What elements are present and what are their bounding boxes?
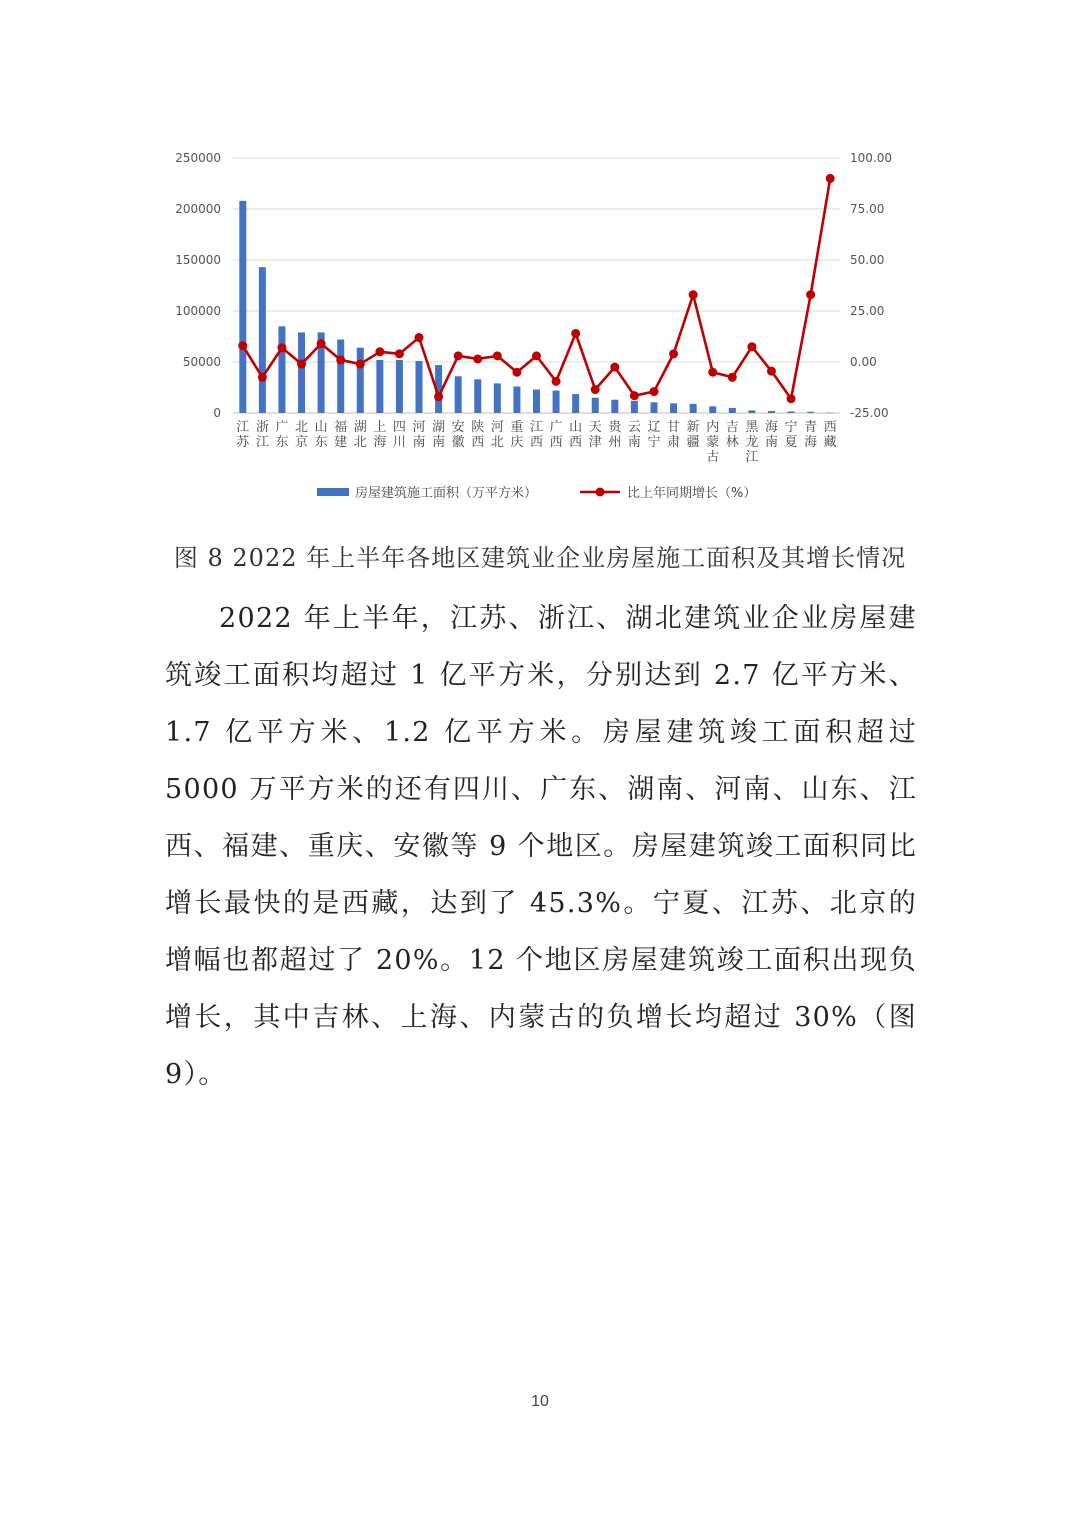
growth-point: [552, 377, 561, 386]
category-label: 天津: [588, 420, 602, 450]
y-left-tick-label: 50000: [182, 355, 221, 369]
growth-point: [747, 342, 756, 351]
bar: [474, 379, 481, 413]
category-label: 重庆: [510, 420, 524, 450]
category-label: 上海: [373, 420, 387, 450]
y-left-tick-label: 250000: [175, 151, 221, 165]
bar: [670, 403, 677, 413]
combo-chart: [150, 140, 930, 520]
growth-point: [375, 347, 384, 356]
growth-point: [317, 339, 326, 348]
growth-line: [243, 178, 830, 398]
y-right-tick-label: 25.00: [850, 304, 885, 318]
growth-point: [767, 367, 776, 376]
category-label: 新疆: [686, 420, 700, 450]
body-paragraph: 2022 年上半年，江苏、浙江、湖北建筑业企业房屋建筑竣工面积均超过 1 亿平方米，分别达到 2.7 亿平方米、1.7 亿平方米、1.2 亿平方米。房屋建筑竣工面积超过 5000 万平方米的还有四川、广东、湖南、河南、山东、江西、福建、重庆、安徽等 9 个地区。房屋建筑竣工面积同比增长最快的是西藏，达到了 45.3%。宁夏、江苏、北京的增幅也都超过了 20%。12 个地区房屋建筑竣工面积出现负增长，其中吉林、上海、内蒙古的负增长均超过 30%（图 9）。: [165, 603, 917, 1090]
growth-point: [454, 351, 463, 360]
legend-label: 比上年同期增长（%）: [627, 486, 757, 501]
growth-point: [277, 343, 286, 352]
category-label: 陕西: [471, 420, 485, 450]
category-label: 湖南: [432, 420, 446, 450]
category-label: 云南: [627, 420, 641, 450]
growth-point: [258, 373, 267, 382]
growth-point: [238, 341, 247, 350]
growth-point: [532, 351, 541, 360]
growth-point: [571, 329, 580, 338]
growth-point: [434, 392, 443, 401]
category-label: 辽宁: [647, 420, 661, 450]
bar: [298, 332, 305, 413]
bar: [533, 390, 540, 413]
y-right-tick-label: 100.00: [850, 151, 892, 165]
category-label: 安徽: [451, 420, 465, 450]
bar: [572, 394, 579, 413]
category-label: 河北: [490, 420, 504, 450]
growth-point: [787, 394, 796, 403]
category-label: 广东: [275, 420, 289, 450]
category-label: 青海: [804, 420, 818, 450]
y-right-tick-label: 0.00: [850, 355, 877, 369]
bar: [376, 360, 383, 413]
y-right-tick-label: 75.00: [850, 202, 885, 216]
bar: [396, 360, 403, 413]
growth-point: [415, 333, 424, 342]
category-label: 江苏: [236, 420, 250, 450]
bar: [259, 267, 266, 413]
category-label: 甘肃: [667, 420, 681, 450]
bar: [494, 383, 501, 413]
category-label: 宁夏: [784, 420, 798, 450]
category-label: 贵州: [608, 420, 622, 450]
growth-point: [297, 360, 306, 369]
category-label: 四川: [392, 420, 406, 450]
category-label: 福建: [334, 420, 348, 450]
bar: [278, 326, 285, 413]
growth-point: [806, 290, 815, 299]
bar: [807, 412, 814, 413]
category-label: 浙江: [255, 420, 269, 450]
category-label: 吉林: [725, 420, 739, 450]
bar: [650, 402, 657, 413]
category-label: 海南: [764, 420, 778, 450]
bar: [239, 201, 246, 413]
y-right-tick-label: -25.00: [850, 406, 889, 420]
growth-point: [591, 385, 600, 394]
bar: [690, 404, 697, 413]
bar: [729, 408, 736, 413]
category-label: 广西: [549, 420, 563, 450]
bar: [553, 391, 560, 413]
legend-line-marker: [596, 488, 605, 497]
category-label: 西藏: [823, 420, 837, 450]
growth-point: [708, 368, 717, 377]
growth-point: [610, 363, 619, 372]
category-label: 河南: [412, 420, 426, 450]
category-label: 湖北: [353, 420, 367, 450]
category-label: 山东: [314, 420, 328, 450]
growth-point: [356, 360, 365, 369]
bar: [513, 386, 520, 413]
category-label: 内蒙古: [706, 420, 720, 465]
legend-bar-swatch: [317, 488, 349, 496]
bar: [455, 376, 462, 413]
bar: [357, 348, 364, 413]
bar: [827, 413, 834, 414]
category-label: 黑龙江: [745, 420, 759, 465]
growth-point: [669, 349, 678, 358]
bar: [611, 400, 618, 413]
chart: [150, 140, 930, 520]
growth-point: [395, 349, 404, 358]
y-right-tick-label: 50.00: [850, 253, 885, 267]
bar: [709, 406, 716, 413]
category-label: 江西: [529, 420, 544, 450]
category-label: 山西: [569, 420, 583, 450]
growth-point: [630, 391, 639, 400]
figure-caption: 图 8 2022 年上半年各地区建筑业企业房屋施工面积及其增长情况: [173, 544, 907, 572]
category-label: 北京: [295, 420, 309, 450]
bar: [416, 361, 423, 413]
bar: [788, 411, 795, 413]
legend-label: 房屋建筑施工面积（万平方米）: [355, 486, 538, 501]
growth-point: [826, 174, 835, 183]
y-left-tick-label: 150000: [175, 253, 221, 267]
y-left-tick-label: 0: [213, 406, 221, 420]
growth-point: [336, 355, 345, 364]
bar: [337, 340, 344, 413]
growth-point: [728, 373, 737, 382]
page-number: 10: [531, 1393, 549, 1410]
y-left-tick-label: 100000: [175, 304, 221, 318]
bar: [592, 398, 599, 413]
bar: [631, 401, 638, 413]
growth-point: [512, 368, 521, 377]
growth-point: [689, 290, 698, 299]
growth-point: [649, 387, 658, 396]
bar: [768, 411, 775, 413]
bar: [748, 410, 755, 413]
y-left-tick-label: 200000: [175, 202, 221, 216]
growth-point: [493, 351, 502, 360]
growth-point: [473, 354, 482, 363]
